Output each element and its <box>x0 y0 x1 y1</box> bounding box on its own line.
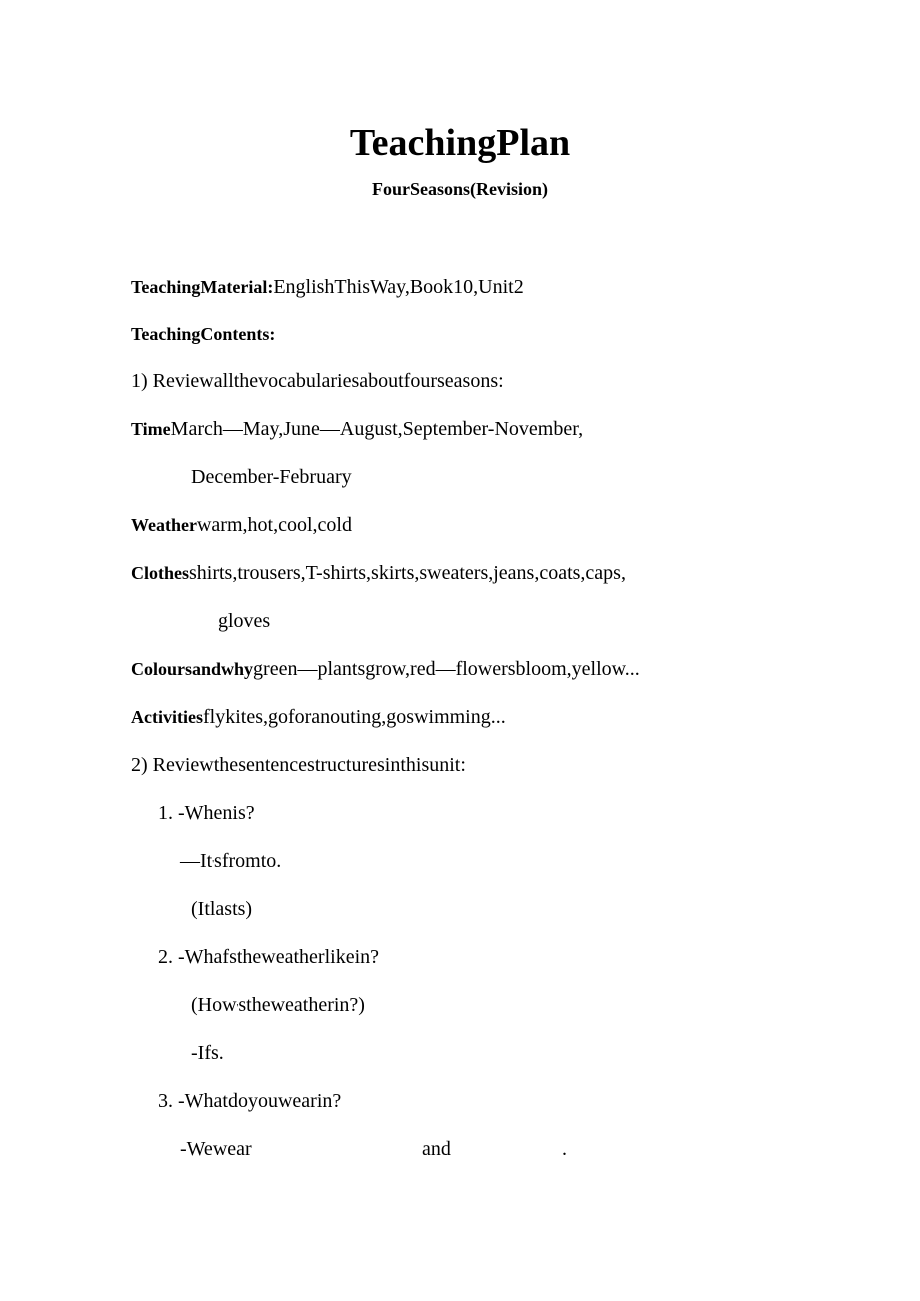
weather-value: warm,hot,cool,cold <box>196 514 352 536</box>
teaching-contents-heading: TeachingContents: <box>131 324 276 344</box>
document-subtitle: FourSeasons(Revision) <box>371 179 548 199</box>
clothes-line <box>131 562 626 585</box>
colours-value: green—plantsgrow,red—flowersbloom,yellow... <box>253 658 640 680</box>
structure-3-answer-and: and <box>422 1138 451 1160</box>
section-1-heading: 1) Reviewallthevocabulariesaboutfourseasons: <box>131 370 504 392</box>
activities-label: Activities <box>131 707 203 727</box>
clothes-continuation: gloves <box>218 610 271 632</box>
structure-1-note: (Itlasts) <box>191 898 253 920</box>
structure-1-answer: —It'sfromto. <box>180 850 282 872</box>
activities-line <box>131 706 506 729</box>
structure-3-answer-end: . <box>562 1138 567 1160</box>
structure-3-answer-start: -Wewear <box>180 1138 252 1160</box>
time-continuation: December-February <box>191 466 352 488</box>
section-2-heading: 2) Reviewthesentencestructuresinthisunit: <box>131 754 466 776</box>
document-title: TeachingPlan <box>349 122 571 164</box>
teaching-material-line <box>131 276 524 299</box>
clothes-value: shirts,trousers,T-shirts,skirts,sweaters,jeans,coats,caps, <box>189 562 626 584</box>
structure-2-answer: -Ifs. <box>191 1042 224 1064</box>
structure-1-question: 1. -Whenis? <box>158 802 255 824</box>
structure-2-question: 2. -Whafstheweatherlikein? <box>158 946 380 968</box>
colours-line <box>131 658 640 681</box>
structure-3-question: 3. -Whatdoyouwearin? <box>158 1090 342 1112</box>
colours-label: Coloursandwhy <box>131 659 254 679</box>
structure-2-alternative: (How'stheweatherin?) <box>191 994 365 1016</box>
clothes-label: Clothes <box>131 563 189 583</box>
activities-value: flykites,goforanouting,goswimming... <box>202 706 506 728</box>
weather-label: Weather <box>131 515 197 535</box>
time-value: March—May,June—August,September-November, <box>170 418 584 440</box>
weather-line <box>131 514 352 537</box>
time-label: Time <box>131 419 171 439</box>
teaching-material-label: TeachingMaterial: <box>131 277 274 297</box>
teaching-material-value: EnglishThisWay,Book10,Unit2 <box>273 276 524 298</box>
time-line <box>131 418 583 441</box>
